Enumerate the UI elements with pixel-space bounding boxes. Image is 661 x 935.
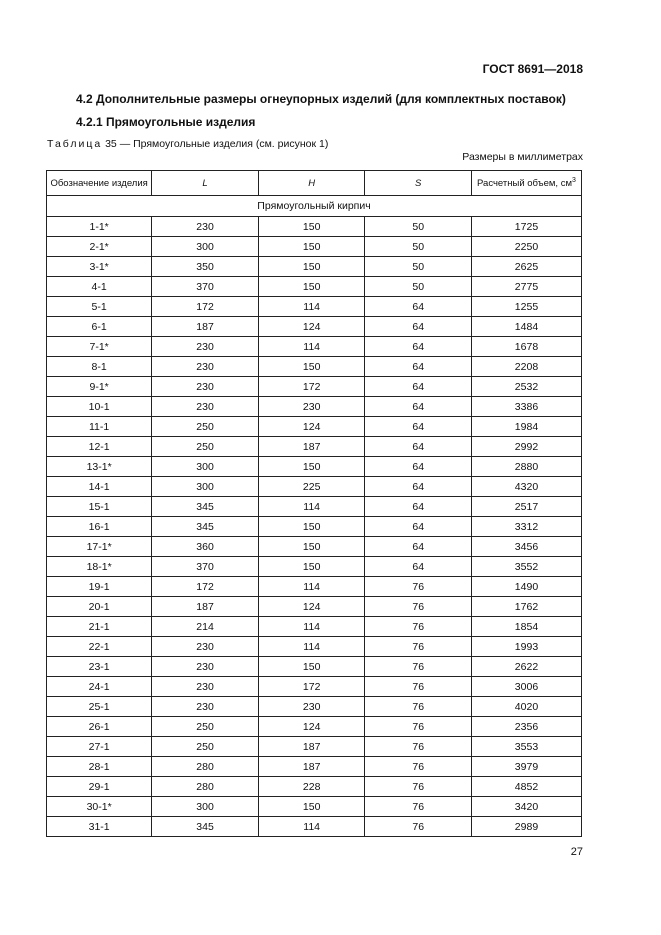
- cell-l: 250: [152, 417, 259, 437]
- cell-volume: 2208: [471, 357, 581, 377]
- cell-designation: 21-1: [47, 617, 152, 637]
- cell-h: 150: [258, 557, 365, 577]
- cell-l: 345: [152, 497, 259, 517]
- cell-volume: 2625: [471, 257, 581, 277]
- cell-s: 50: [365, 277, 472, 297]
- cell-s: 76: [365, 817, 472, 837]
- cell-s: 76: [365, 577, 472, 597]
- dimensions-table: [46, 170, 582, 837]
- page-number: 27: [570, 846, 583, 858]
- document-code: ГОСТ 8691—2018: [482, 62, 583, 76]
- table-row: [47, 257, 582, 277]
- table-row: [47, 697, 582, 717]
- cell-volume: 3979: [471, 757, 581, 777]
- cell-l: 230: [152, 397, 259, 417]
- cell-designation: 15-1: [47, 497, 152, 517]
- cell-l: 300: [152, 237, 259, 257]
- table-row: [47, 597, 582, 617]
- cell-l: 280: [152, 777, 259, 797]
- table-row: [47, 357, 582, 377]
- table-caption-text: 35 — Прямоугольные изделия (см. рисунок 1): [105, 138, 329, 150]
- cell-s: 76: [365, 737, 472, 757]
- table-row: [47, 537, 582, 557]
- cell-volume: 2992: [471, 437, 581, 457]
- cell-designation: 8-1: [47, 357, 152, 377]
- table-header-row: [47, 171, 582, 196]
- cell-l: 345: [152, 517, 259, 537]
- table-row: [47, 317, 582, 337]
- cell-l: 172: [152, 297, 259, 317]
- cell-s: 76: [365, 597, 472, 617]
- cell-s: 64: [365, 337, 472, 357]
- cell-s: 64: [365, 537, 472, 557]
- cell-h: 150: [258, 797, 365, 817]
- cell-volume: 3552: [471, 557, 581, 577]
- cell-volume: 2622: [471, 657, 581, 677]
- cell-s: 50: [365, 257, 472, 277]
- cell-designation: 27-1: [47, 737, 152, 757]
- cell-s: 64: [365, 297, 472, 317]
- cell-s: 50: [365, 237, 472, 257]
- table-row: [47, 717, 582, 737]
- cell-volume: 2989: [471, 817, 581, 837]
- cell-volume: 3312: [471, 517, 581, 537]
- cell-h: 150: [258, 457, 365, 477]
- cell-designation: 16-1: [47, 517, 152, 537]
- table-row: [47, 397, 582, 417]
- table-row: [47, 497, 582, 517]
- cell-volume: 3006: [471, 677, 581, 697]
- cell-s: 50: [365, 217, 472, 237]
- cell-l: 230: [152, 377, 259, 397]
- table-row: [47, 577, 582, 597]
- cell-volume: 2356: [471, 717, 581, 737]
- cell-s: 64: [365, 417, 472, 437]
- cell-h: 150: [258, 257, 365, 277]
- table-section-label: Прямоугольный кирпич: [47, 196, 582, 217]
- cell-s: 76: [365, 637, 472, 657]
- cell-designation: 11-1: [47, 417, 152, 437]
- cell-h: 172: [258, 677, 365, 697]
- table-caption-prefix: Таблица: [47, 138, 103, 150]
- table-row: [47, 477, 582, 497]
- cell-designation: 20-1: [47, 597, 152, 617]
- cell-l: 172: [152, 577, 259, 597]
- table-row: [47, 297, 582, 317]
- cell-designation: 7-1*: [47, 337, 152, 357]
- cell-l: 345: [152, 817, 259, 837]
- column-header-volume: [471, 171, 581, 196]
- table-row: [47, 797, 582, 817]
- cell-l: 230: [152, 657, 259, 677]
- cell-h: 230: [258, 697, 365, 717]
- cell-volume: 4320: [471, 477, 581, 497]
- cell-designation: 6-1: [47, 317, 152, 337]
- cell-h: 124: [258, 597, 365, 617]
- cell-l: 350: [152, 257, 259, 277]
- cell-h: 150: [258, 217, 365, 237]
- cell-s: 64: [365, 357, 472, 377]
- volume-header-text: Расчетный объем, см: [477, 178, 572, 190]
- volume-header-superscript: 3: [572, 176, 576, 184]
- cell-designation: 17-1*: [47, 537, 152, 557]
- cell-s: 76: [365, 717, 472, 737]
- cell-s: 76: [365, 797, 472, 817]
- cell-l: 370: [152, 277, 259, 297]
- cell-volume: 2880: [471, 457, 581, 477]
- table-row: [47, 777, 582, 797]
- cell-h: 150: [258, 517, 365, 537]
- cell-l: 300: [152, 797, 259, 817]
- cell-h: 228: [258, 777, 365, 797]
- table-row: [47, 337, 582, 357]
- cell-l: 214: [152, 617, 259, 637]
- cell-volume: 4020: [471, 697, 581, 717]
- cell-h: 124: [258, 417, 365, 437]
- cell-s: 64: [365, 317, 472, 337]
- cell-designation: 1-1*: [47, 217, 152, 237]
- table-row: [47, 677, 582, 697]
- cell-designation: 23-1: [47, 657, 152, 677]
- cell-h: 150: [258, 657, 365, 677]
- cell-designation: 19-1: [47, 577, 152, 597]
- cell-volume: 1255: [471, 297, 581, 317]
- cell-designation: 28-1: [47, 757, 152, 777]
- cell-designation: 25-1: [47, 697, 152, 717]
- subsection-heading: 4.2.1 Прямоугольные изделия: [76, 115, 256, 129]
- cell-h: 114: [258, 617, 365, 637]
- table-row: [47, 437, 582, 457]
- cell-designation: 22-1: [47, 637, 152, 657]
- cell-volume: 1993: [471, 637, 581, 657]
- column-header-l: L: [152, 171, 259, 196]
- cell-s: 76: [365, 677, 472, 697]
- table-row: [47, 817, 582, 837]
- cell-l: 250: [152, 737, 259, 757]
- cell-h: 187: [258, 757, 365, 777]
- table-row: [47, 617, 582, 637]
- cell-h: 150: [258, 357, 365, 377]
- cell-designation: 5-1: [47, 297, 152, 317]
- cell-h: 230: [258, 397, 365, 417]
- cell-l: 230: [152, 337, 259, 357]
- cell-designation: 9-1*: [47, 377, 152, 397]
- cell-h: 187: [258, 737, 365, 757]
- cell-volume: 1678: [471, 337, 581, 357]
- cell-h: 124: [258, 717, 365, 737]
- cell-s: 64: [365, 397, 472, 417]
- cell-h: 150: [258, 537, 365, 557]
- cell-volume: 1725: [471, 217, 581, 237]
- cell-designation: 13-1*: [47, 457, 152, 477]
- table-row: [47, 217, 582, 237]
- cell-l: 187: [152, 597, 259, 617]
- cell-designation: 24-1: [47, 677, 152, 697]
- cell-h: 114: [258, 817, 365, 837]
- cell-l: 280: [152, 757, 259, 777]
- cell-volume: 1490: [471, 577, 581, 597]
- cell-h: 150: [258, 277, 365, 297]
- cell-volume: 4852: [471, 777, 581, 797]
- cell-volume: 2532: [471, 377, 581, 397]
- cell-designation: 26-1: [47, 717, 152, 737]
- cell-s: 64: [365, 517, 472, 537]
- cell-s: 76: [365, 757, 472, 777]
- table-row: [47, 657, 582, 677]
- table-section-row: [47, 196, 582, 217]
- cell-volume: 3553: [471, 737, 581, 757]
- cell-s: 64: [365, 437, 472, 457]
- table-units-note: Размеры в миллиметрах: [462, 151, 583, 163]
- cell-designation: 18-1*: [47, 557, 152, 577]
- cell-volume: 1854: [471, 617, 581, 637]
- cell-s: 76: [365, 617, 472, 637]
- cell-s: 64: [365, 557, 472, 577]
- column-header-s: S: [365, 171, 472, 196]
- table-row: [47, 417, 582, 437]
- cell-s: 64: [365, 457, 472, 477]
- cell-volume: 1484: [471, 317, 581, 337]
- cell-s: 64: [365, 477, 472, 497]
- cell-designation: 3-1*: [47, 257, 152, 277]
- cell-l: 230: [152, 357, 259, 377]
- cell-designation: 10-1: [47, 397, 152, 417]
- section-heading: 4.2 Дополнительные размеры огнеупорных изделий (для комплектных поставок): [76, 92, 566, 106]
- cell-l: 230: [152, 677, 259, 697]
- cell-h: 124: [258, 317, 365, 337]
- cell-l: 230: [152, 217, 259, 237]
- cell-l: 250: [152, 717, 259, 737]
- cell-volume: 1762: [471, 597, 581, 617]
- cell-l: 250: [152, 437, 259, 457]
- cell-designation: 14-1: [47, 477, 152, 497]
- table-row: [47, 737, 582, 757]
- cell-designation: 4-1: [47, 277, 152, 297]
- cell-volume: 2775: [471, 277, 581, 297]
- table-row: [47, 277, 582, 297]
- cell-designation: 12-1: [47, 437, 152, 457]
- cell-l: 300: [152, 457, 259, 477]
- cell-l: 230: [152, 637, 259, 657]
- column-header-h: H: [258, 171, 365, 196]
- cell-s: 76: [365, 697, 472, 717]
- cell-volume: 1984: [471, 417, 581, 437]
- cell-h: 187: [258, 437, 365, 457]
- cell-l: 187: [152, 317, 259, 337]
- table-row: [47, 557, 582, 577]
- cell-s: 64: [365, 377, 472, 397]
- cell-l: 370: [152, 557, 259, 577]
- table-row: [47, 377, 582, 397]
- cell-designation: 30-1*: [47, 797, 152, 817]
- cell-designation: 29-1: [47, 777, 152, 797]
- cell-s: 76: [365, 657, 472, 677]
- cell-s: 76: [365, 777, 472, 797]
- cell-h: 114: [258, 337, 365, 357]
- cell-volume: 3420: [471, 797, 581, 817]
- column-header-designation: Обозначение изделия: [47, 171, 152, 196]
- cell-volume: 3456: [471, 537, 581, 557]
- cell-h: 225: [258, 477, 365, 497]
- cell-h: 114: [258, 577, 365, 597]
- cell-l: 230: [152, 697, 259, 717]
- table-row: [47, 637, 582, 657]
- cell-volume: 2250: [471, 237, 581, 257]
- cell-designation: 31-1: [47, 817, 152, 837]
- table-row: [47, 757, 582, 777]
- cell-s: 64: [365, 497, 472, 517]
- table-row: [47, 237, 582, 257]
- cell-l: 360: [152, 537, 259, 557]
- table-row: [47, 457, 582, 477]
- cell-h: 114: [258, 637, 365, 657]
- cell-l: 300: [152, 477, 259, 497]
- cell-h: 172: [258, 377, 365, 397]
- cell-h: 150: [258, 237, 365, 257]
- cell-h: 114: [258, 497, 365, 517]
- cell-volume: 2517: [471, 497, 581, 517]
- table-row: [47, 517, 582, 537]
- cell-volume: 3386: [471, 397, 581, 417]
- table-caption: [47, 138, 328, 150]
- cell-designation: 2-1*: [47, 237, 152, 257]
- cell-h: 114: [258, 297, 365, 317]
